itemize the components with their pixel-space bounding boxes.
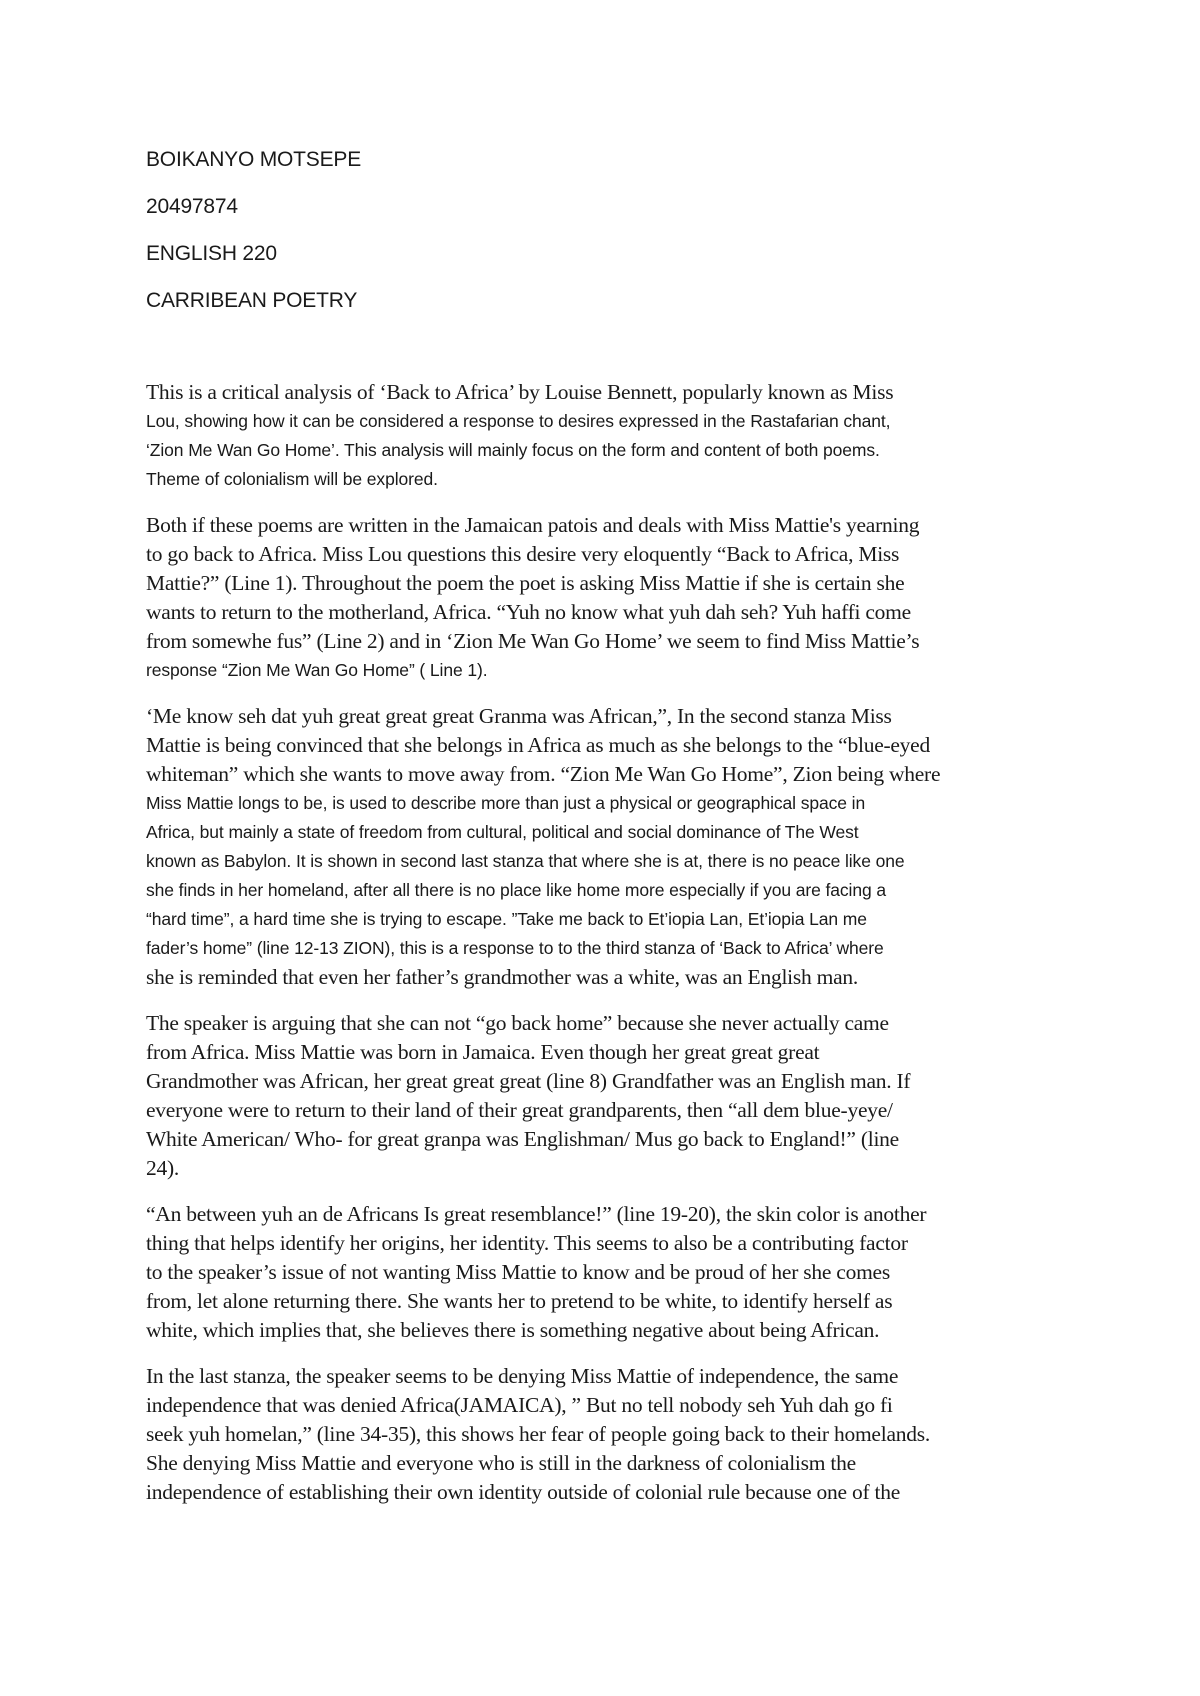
paragraph-last-stanza (146, 1362, 1066, 1507)
text-line: Mattie?” (Line 1). Throughout the poem the poet is asking Miss Mattie if she is certain she (146, 571, 905, 595)
text-line: she is reminded that even her father’s grandmother was a white, was an English man. (146, 965, 859, 989)
text-line: Grandmother was African, her great great great (line 8) Grandfather was an English man. If (146, 1069, 911, 1093)
text-line: She denying Miss Mattie and everyone who is still in the darkness of colonialism the (146, 1451, 856, 1475)
text-line: independence that was denied Africa(JAMAICA), ” But no tell nobody seh Yuh dah go fi (146, 1393, 893, 1417)
essay-topic: CARRIBEAN POETRY (146, 289, 358, 312)
text-line: whiteman” which she wants to move away from. “Zion Me Wan Go Home”, Zion being where (146, 762, 941, 786)
text-line: “An between yuh an de Africans Is great resemblance!” (line 19-20), the skin color is another (146, 1202, 927, 1226)
header-block (146, 146, 1066, 334)
text-line: This is a critical analysis of ‘Back to Africa’ by Louise Bennett, popularly known as Miss (146, 380, 894, 404)
text-line: wants to return to the motherland, Africa. “Yuh no know what yuh dah seh? Yuh haffi come (146, 600, 911, 624)
text-line: “hard time”, a hard time she is trying to escape. ”Take me back to Et’iopia Lan, Et’iopia Lan me (146, 909, 867, 929)
text-line: Africa, but mainly a state of freedom from cultural, political and social dominance of The West (146, 822, 859, 842)
paragraph-introduction (146, 378, 1066, 494)
text-line: white, which implies that, she believes there is something negative about being African. (146, 1318, 880, 1342)
text-line: 24). (146, 1156, 180, 1180)
student-number: 20497874 (146, 195, 238, 218)
text-line: she finds in her homeland, after all there is no place like home more especially if you are facing a (146, 880, 886, 900)
course-code: ENGLISH 220 (146, 242, 277, 265)
text-line: fader’s home” (line 12-13 ZION), this is a response to to the third stanza of ‘Back to Africa’ where (146, 938, 884, 958)
paragraph-language (146, 511, 1066, 685)
text-line: independence of establishing their own identity outside of colonial rule because one of the (146, 1480, 901, 1504)
text-line: Mattie is being convinced that she belongs in Africa as much as she belongs to the “blue-eyed (146, 733, 930, 757)
student-name: BOIKANYO MOTSEPE (146, 148, 362, 171)
paragraph-skin-color (146, 1200, 1066, 1345)
text-line: Miss Mattie longs to be, is used to describe more than just a physical or geographical space in (146, 793, 866, 813)
paragraph-second-stanza (146, 702, 1066, 992)
text-line: ‘Me know seh dat yuh great great great Granma was African,”, In the second stanza Miss (146, 704, 892, 728)
paragraph-speaker-argument (146, 1009, 1066, 1183)
text-line: from, let alone returning there. She wants her to pretend to be white, to identify herself as (146, 1289, 893, 1313)
essay-body (146, 378, 1066, 1524)
text-line: Both if these poems are written in the Jamaican patois and deals with Miss Mattie's yearning (146, 513, 920, 537)
text-line: In the last stanza, the speaker seems to be denying Miss Mattie of independence, the same (146, 1364, 899, 1388)
text-line: The speaker is arguing that she can not “go back home” because she never actually came (146, 1011, 889, 1035)
text-line: to the speaker’s issue of not wanting Miss Mattie to know and be proud of her she comes (146, 1260, 890, 1284)
text-line: from Africa. Miss Mattie was born in Jamaica. Even though her great great great (146, 1040, 820, 1064)
text-line: Lou, showing how it can be considered a response to desires expressed in the Rastafarian chant, (146, 411, 891, 431)
text-line: ‘Zion Me Wan Go Home’. This analysis will mainly focus on the form and content of both poems. (146, 440, 880, 460)
text-line: White American/ Who- for great granpa was Englishman/ Mus go back to England!” (line (146, 1127, 899, 1151)
text-line: Theme of colonialism will be explored. (146, 469, 438, 489)
text-line: known as Babylon. It is shown in second last stanza that where she is at, there is no peace like one (146, 851, 905, 871)
text-line: from somewhe fus” (Line 2) and in ‘Zion Me Wan Go Home’ we seem to find Miss Mattie’s (146, 629, 920, 653)
text-line: response “Zion Me Wan Go Home” ( Line 1). (146, 660, 488, 680)
text-line: seek yuh homelan,” (line 34-35), this shows her fear of people going back to their homelands. (146, 1422, 930, 1446)
text-line: to go back to Africa. Miss Lou questions this desire very eloquently “Back to Africa, Miss (146, 542, 900, 566)
text-line: thing that helps identify her origins, her identity. This seems to also be a contributing factor (146, 1231, 908, 1255)
text-line: everyone were to return to their land of their great grandparents, then “all dem blue-yeye/ (146, 1098, 893, 1122)
